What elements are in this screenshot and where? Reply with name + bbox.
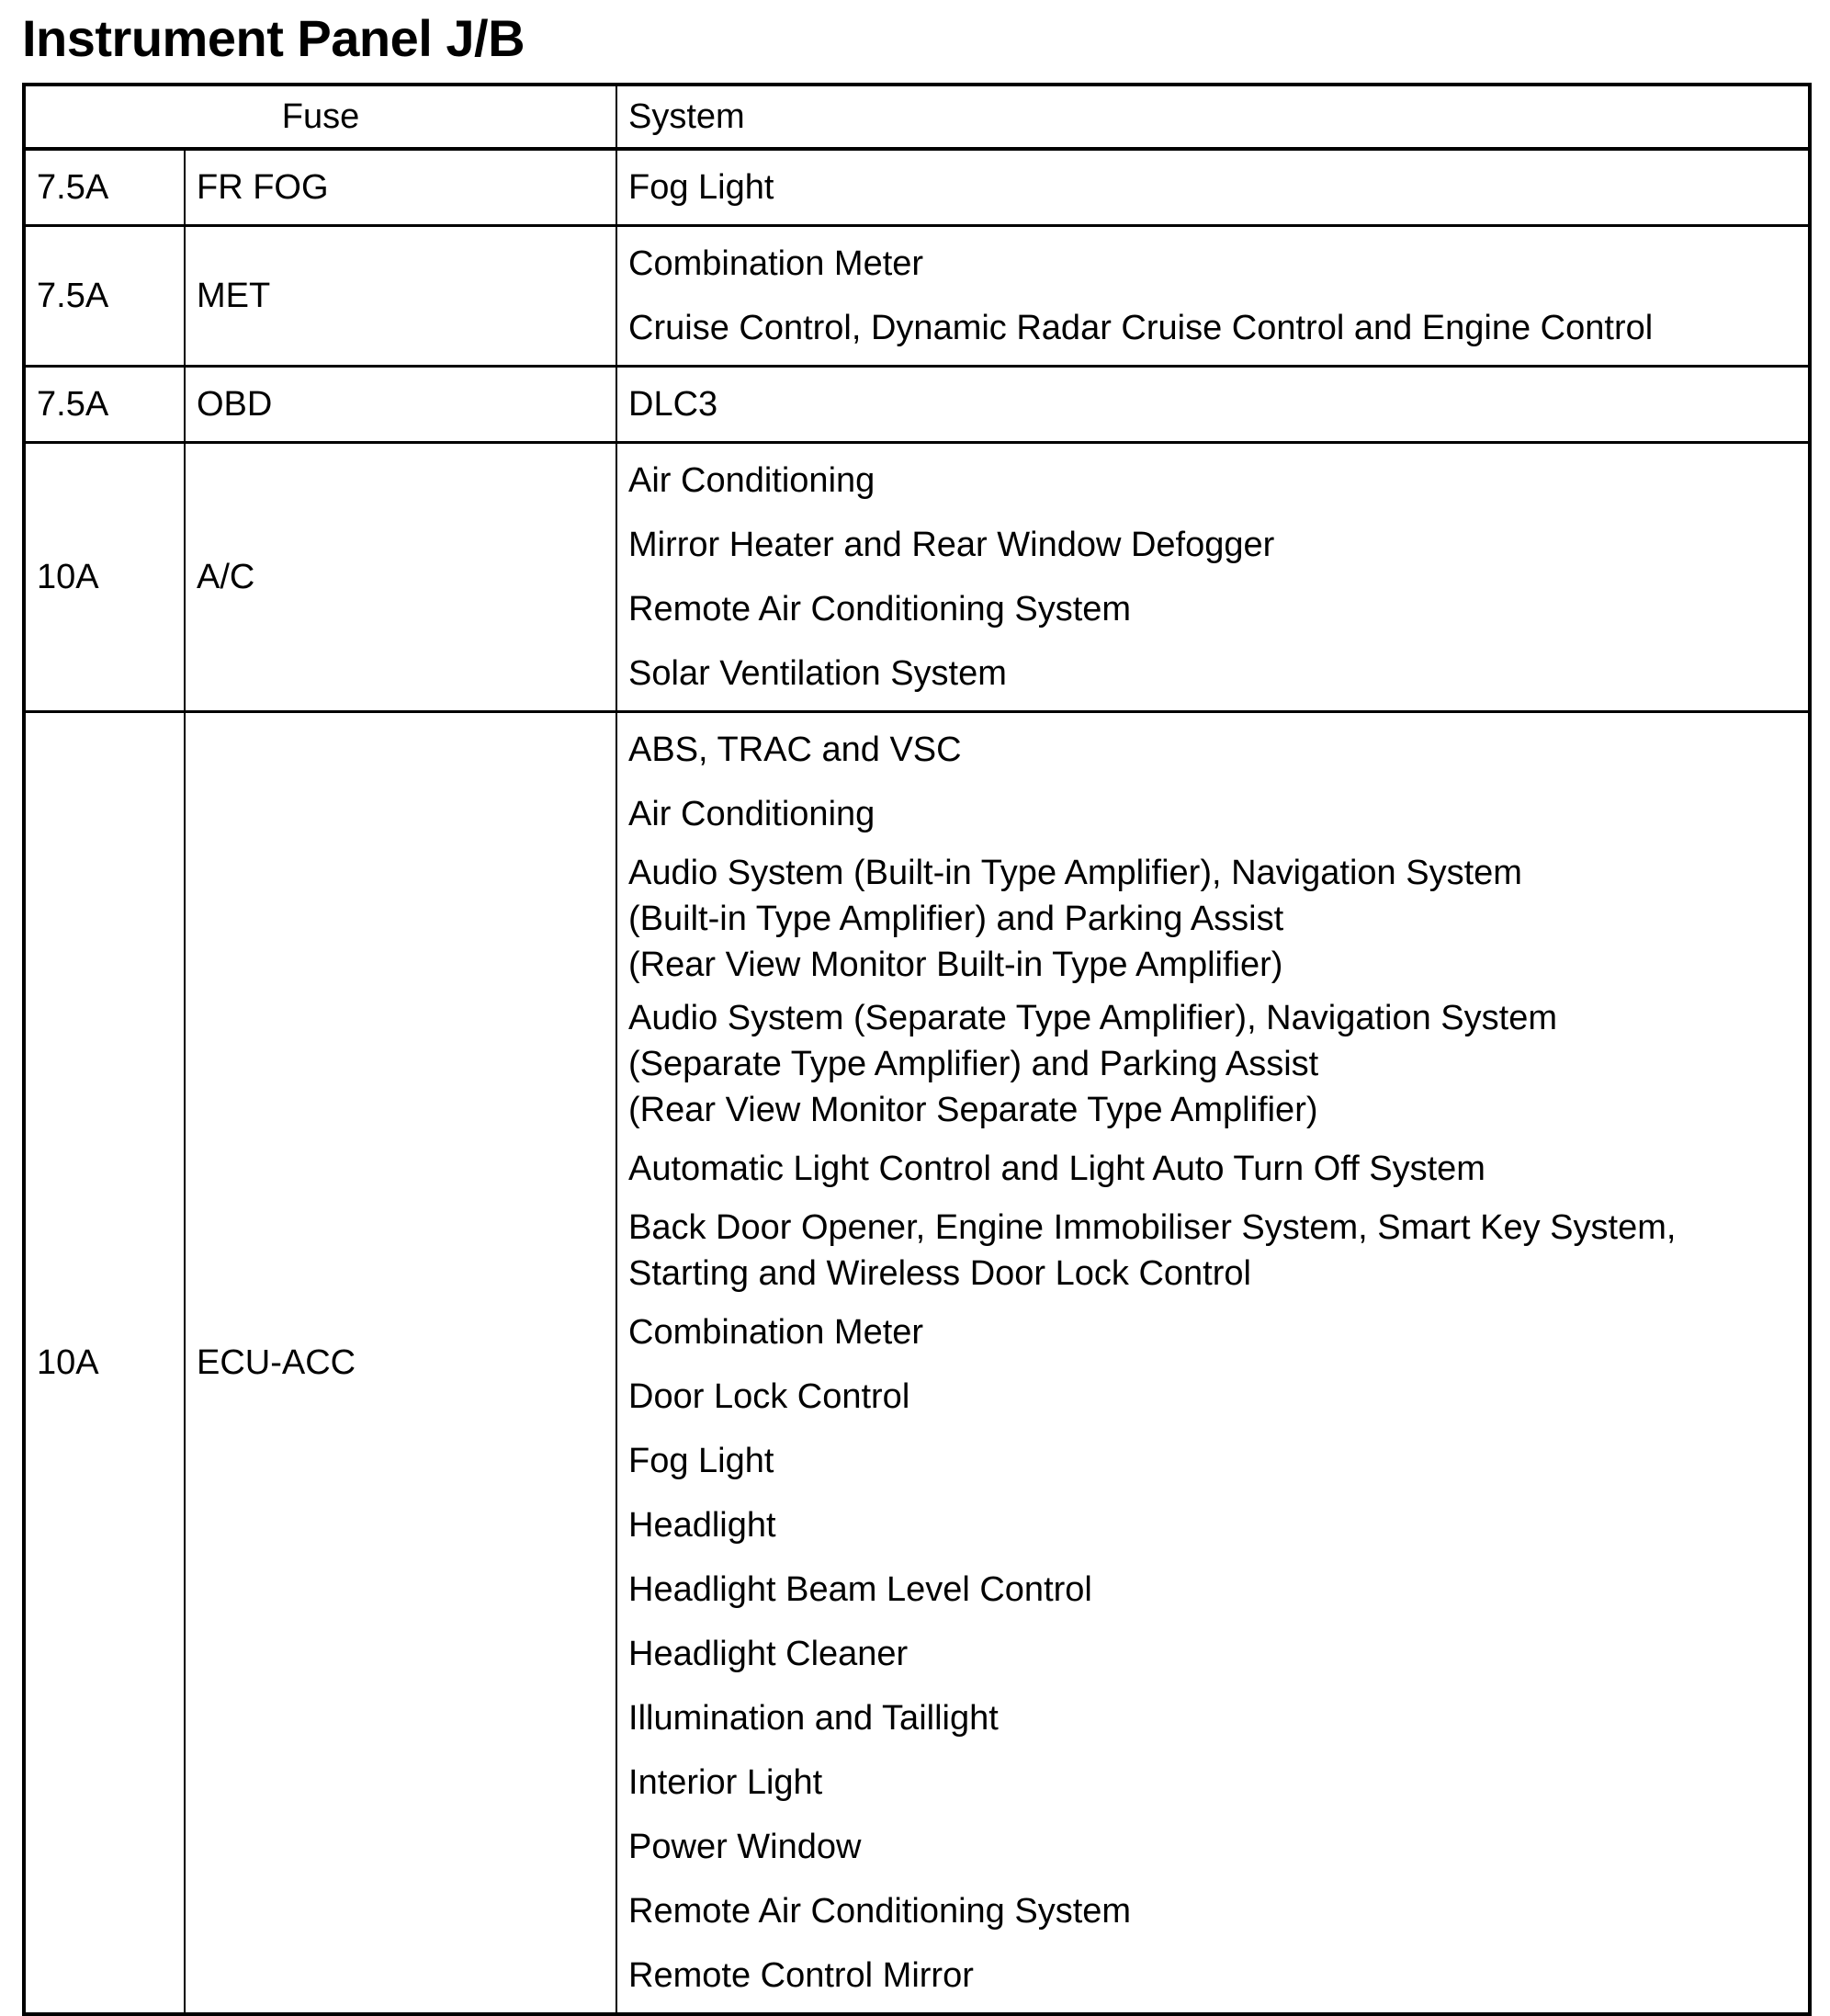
system-item: Headlight Cleaner <box>628 1635 909 1673</box>
system-item: Fog Light <box>628 1442 774 1480</box>
fuse-amperage: 10A <box>24 443 185 712</box>
system-column-header: System <box>616 85 1810 149</box>
system-item: DLC3 <box>628 385 718 424</box>
header-row <box>24 85 1810 149</box>
system-item: Headlight Beam Level Control <box>628 1570 1092 1609</box>
fuse-table <box>22 83 1812 2016</box>
system-list <box>616 367 1810 443</box>
system-item: Audio System (Built-in Type Amplifier), Navigation System (Built-in Type Amplifier) and Parking Assist (Rear View Monitor Built-in Type Amplifier) <box>628 854 1522 984</box>
system-item: Combination Meter <box>628 1313 924 1352</box>
fuse-amperage: 7.5A <box>24 367 185 443</box>
page-title: Instrument Panel J/B <box>22 9 525 67</box>
system-list <box>616 443 1810 712</box>
fuse-name: OBD <box>185 367 616 443</box>
fuse-name: ECU-ACC <box>185 712 616 2015</box>
table-row <box>24 443 1810 712</box>
fuse-amperage: 7.5A <box>24 226 185 367</box>
fuse-table-body <box>24 149 1810 2014</box>
system-item: Remote Air Conditioning System <box>628 590 1132 629</box>
system-item: Combination Meter <box>628 244 924 283</box>
system-item: Solar Ventilation System <box>628 654 1007 693</box>
system-item: Automatic Light Control and Light Auto Turn Off System <box>628 1150 1485 1188</box>
system-list <box>616 149 1810 226</box>
system-item: Air Conditioning <box>628 795 875 833</box>
system-item: Back Door Opener, Engine Immobiliser System, Smart Key System, Starting and Wireless Door Lock Control <box>628 1208 1677 1293</box>
system-item: Illumination and Taillight <box>628 1699 999 1738</box>
table-row <box>24 149 1810 226</box>
system-item: Door Lock Control <box>628 1377 910 1416</box>
system-item: Interior Light <box>628 1763 823 1802</box>
fuse-name: MET <box>185 226 616 367</box>
system-list <box>616 226 1810 367</box>
system-item: Power Window <box>628 1828 862 1866</box>
system-item: Remote Air Conditioning System <box>628 1892 1132 1931</box>
system-item: Fog Light <box>628 168 774 207</box>
fuse-amperage: 10A <box>24 712 185 2015</box>
system-item: Remote Control Mirror <box>628 1956 974 1995</box>
table-row <box>24 226 1810 367</box>
system-item: Headlight <box>628 1506 776 1545</box>
table-row <box>24 712 1810 2015</box>
system-item: Audio System (Separate Type Amplifier), Navigation System (Separate Type Amplifier) and Parking Assist (Rear View Monitor Separate Type Amplifier) <box>628 999 1557 1129</box>
system-item: Cruise Control, Dynamic Radar Cruise Control and Engine Control <box>628 309 1654 347</box>
fuse-column-header: Fuse <box>24 85 616 149</box>
system-list <box>616 712 1810 2015</box>
fuse-name: FR FOG <box>185 149 616 226</box>
system-item: Air Conditioning <box>628 461 875 500</box>
fuse-amperage: 7.5A <box>24 149 185 226</box>
table-row <box>24 367 1810 443</box>
fuse-name: A/C <box>185 443 616 712</box>
system-item: ABS, TRAC and VSC <box>628 731 962 769</box>
system-item: Mirror Heater and Rear Window Defogger <box>628 526 1275 564</box>
